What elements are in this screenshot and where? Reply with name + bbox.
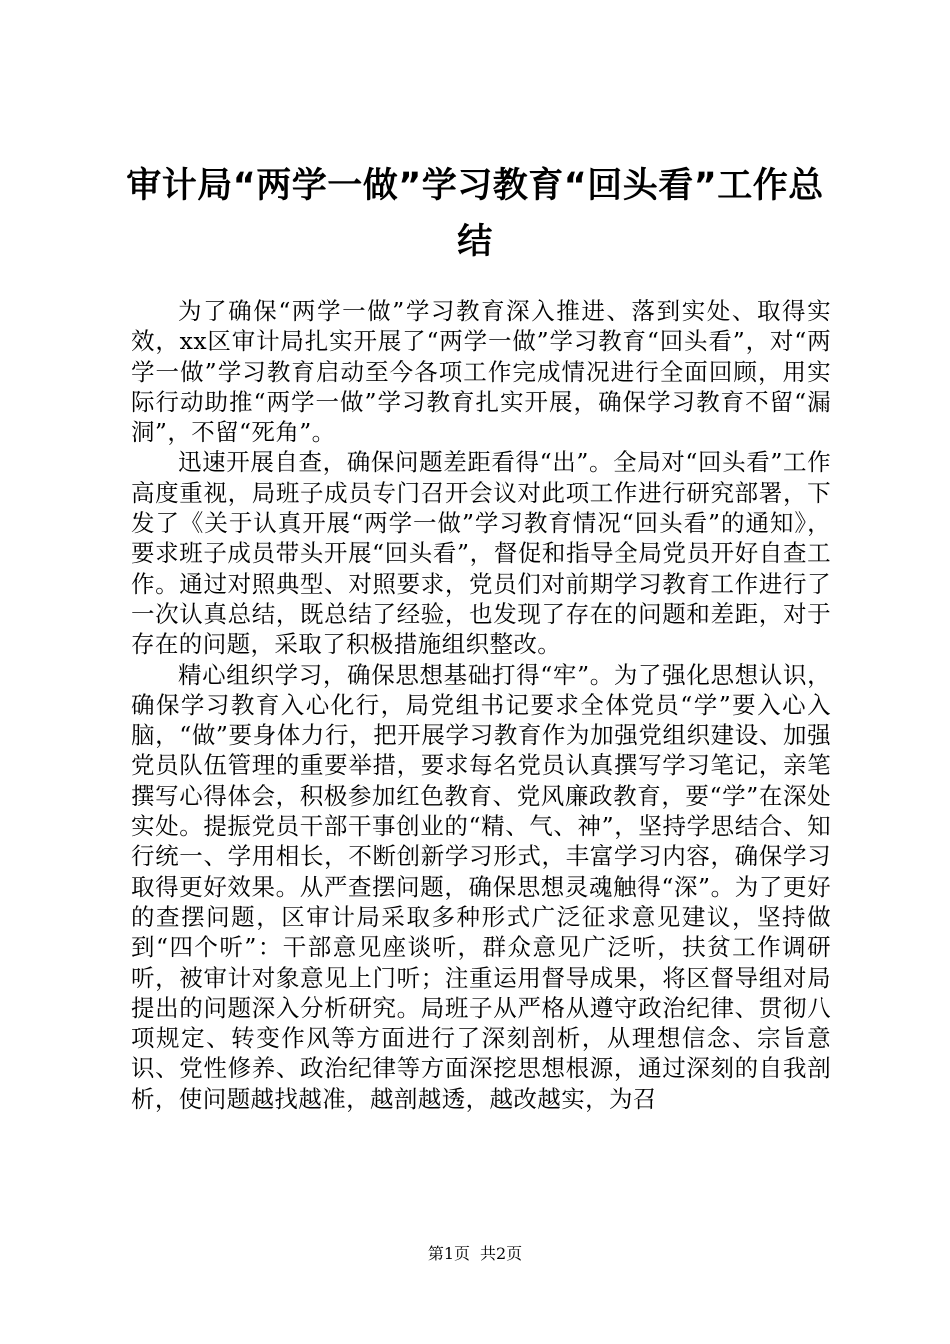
paragraph-study: 精心组织学习，确保思想基础打得“牢”。为了强化思想认识，确保学习教育入心化行，局党组书记要求全体党员“学”要入心入脑，“做”要身体力行，把开展学习教育作为加强党组织建设、加强党员队伍管理的重要举措，要求每名党员认真撰写学习笔记，亲笔撰写心得体会，积极参加红色教育、党风廉政教育，要“学”在深处实处。提振党员干部干事创业的“精、气、神”，坚持学思结合、知行统一、学用相长，不断创新学习形式，丰富学习内容，确保学习取得更好效果。从严查摆问题，确保思想灵魂触得“深”。为了更好的查摆问题，区审计局采取多种形式广泛征求意见建议，坚持做到“四个听”：干部意见座谈听，群众意见广泛听，扶贫工作调研听，被审计对象意见上门听；注重运用督导成果，将区督导组对局提出的问题深入分析研究。局班子从严格从遵守政治纪律、贯彻八项规定、转变作风等方面进行了深刻剖析，从理想信念、宗旨意识、党性修养、政治纪律等方面深挖思想根源，通过深刻的自我剖析，使问题越找越准，越剖越透，越改越实，为召 — [131, 660, 831, 1113]
page-footer — [0, 1244, 950, 1264]
paragraph-self-check: 迅速开展自查，确保问题差距看得“出”。全局对“回头看”工作高度重视，局班子成员专门召开会议对此项工作进行研究部署，下发了《关于认真开展“两学一做”学习教育情况“回头看”的通知》，要求班子成员带头开展“回头看”，督促和指导全局党员开好自查工作。通过对照典型、对照要求，党员们对前期学习教育工作进行了一次认真总结，既总结了经验，也发现了存在的问题和差距，对于存在的问题，采取了积极措施组织整改。 — [131, 448, 831, 659]
page-number: 第1页 — [427, 1244, 470, 1263]
document-title: 审计局“两学一做”学习教育“回头看”工作总结 — [126, 166, 824, 262]
document-body — [131, 296, 831, 1114]
page-total: 共2页 — [480, 1244, 523, 1263]
paragraph-intro: 为了确保“两学一做”学习教育深入推进、落到实处、取得实效，xx区审计局扎实开展了“两学一做”学习教育“回头看”，对“两学一做”学习教育启动至今各项工作完成情况进行全面回顾，用实际行动助推“两学一做”学习教育扎实开展，确保学习教育不留“漏洞”，不留“死角”。 — [131, 297, 831, 447]
